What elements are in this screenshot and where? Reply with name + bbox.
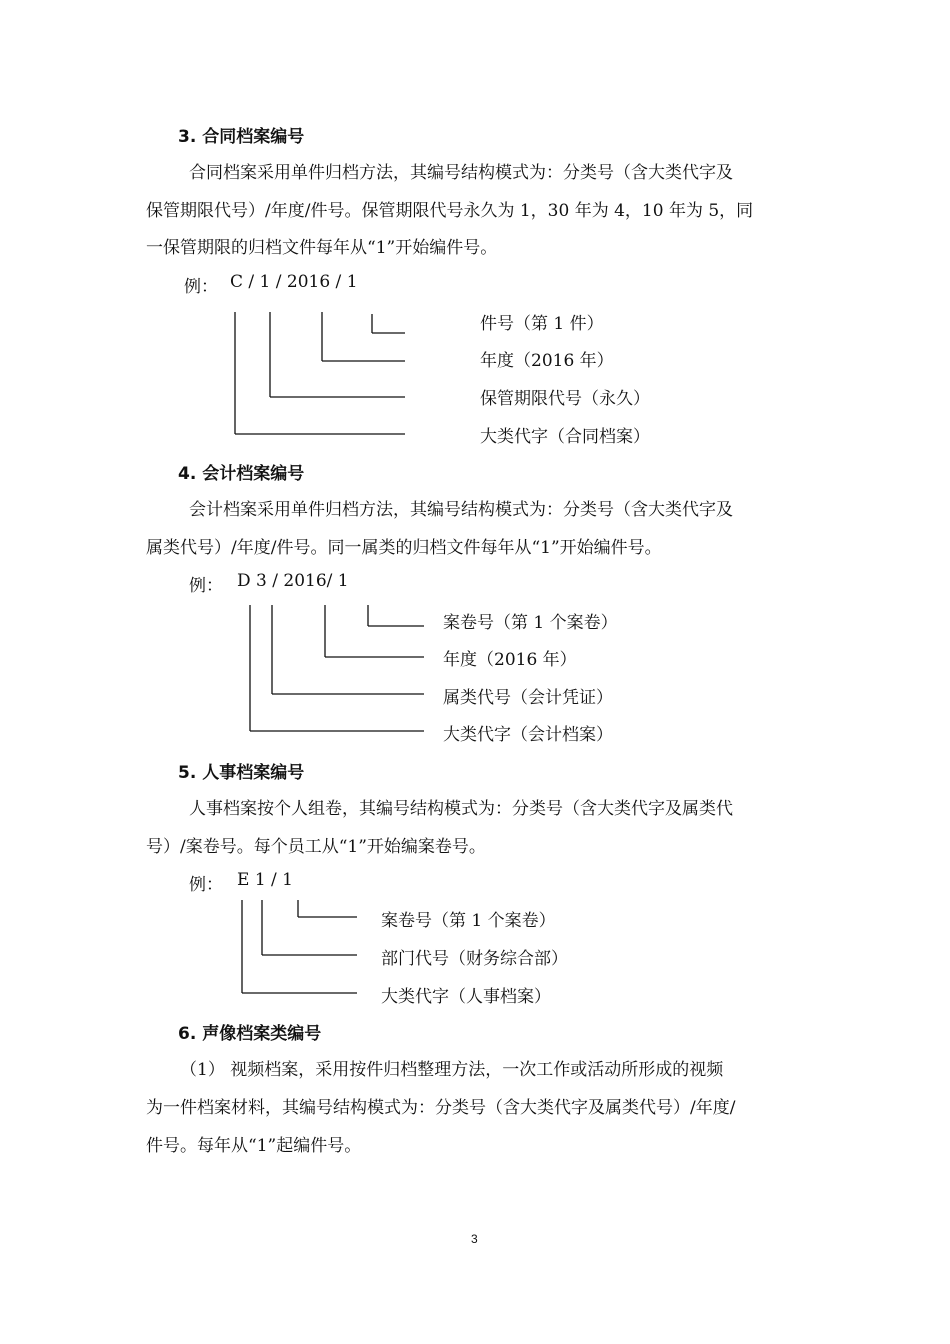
section-5-para-line-1: 人事档案按个人组卷，其编号结构模式为：分类号（含大类代字及属类代 [189, 799, 733, 819]
section-3-example-code: C / 1 / 2016 / 1 [230, 272, 358, 292]
section-5-para-line-2: 号）/案卷号。每个员工从“1”开始编案卷号。 [146, 837, 486, 857]
section-4-heading: 4. 会计档案编号 [178, 464, 305, 484]
section-4-label-subcategory-code: 属类代号（会计凭证） [443, 688, 613, 708]
section-4-example-code: D 3 / 2016/ 1 [237, 571, 349, 591]
section-3-label-category-code: 大类代字（合同档案） [480, 427, 650, 447]
section-6-para-line-2: 为一件档案材料，其编号结构模式为：分类号（含大类代字及属类代号）/年度/ [146, 1098, 736, 1118]
section-6-heading: 6. 声像档案类编号 [178, 1024, 322, 1044]
section-4-para-line-1: 会计档案采用单件归档方法，其编号结构模式为：分类号（含大类代字及 [189, 500, 733, 520]
section-5-heading: 5. 人事档案编号 [178, 763, 305, 783]
section-5-label-category-code: 大类代字（人事档案） [381, 987, 551, 1007]
section-5-label-department-code: 部门代号（财务综合部） [381, 949, 568, 969]
section-4-example-label: 例： [189, 576, 223, 596]
section-3-bracket-diagram [235, 312, 405, 434]
section-4-label-volume-number: 案卷号（第 1 个案卷） [443, 613, 618, 633]
section-4-label-category-code: 大类代字（会计档案） [443, 725, 613, 745]
section-4-para-line-2: 属类代号）/年度/件号。同一属类的归档文件每年从“1”开始编件号。 [146, 538, 662, 558]
section-3-para-line-1: 合同档案采用单件归档方法，其编号结构模式为：分类号（含大类代字及 [189, 163, 733, 183]
section-5-example-label: 例： [189, 875, 223, 895]
page-number: 3 [471, 1232, 478, 1246]
section-3-para-line-3: 一保管期限的归档文件每年从“1”开始编件号。 [146, 238, 498, 258]
section-4-label-year: 年度（2016 年） [443, 650, 577, 670]
section-3-example-label: 例： [184, 277, 218, 297]
section-6-para-line-3: 件号。每年从“1”起编件号。 [146, 1136, 362, 1156]
section-3-heading: 3. 合同档案编号 [178, 127, 305, 147]
section-6-para-line-1: （1） 视频档案，采用按件归档整理方法，一次工作或活动所形成的视频 [180, 1060, 724, 1080]
section-3-label-item-number: 件号（第 1 件） [480, 314, 604, 334]
section-3-label-retention-code: 保管期限代号（永久） [480, 389, 650, 409]
section-4-bracket-diagram [250, 605, 424, 731]
section-3-para-line-2: 保管期限代号）/年度/件号。保管期限代号永久为 1，30 年为 4，10 年为 5，同 [146, 201, 754, 221]
section-5-bracket-diagram [242, 900, 357, 993]
section-5-label-volume-number: 案卷号（第 1 个案卷） [381, 911, 556, 931]
section-5-example-code: E 1 / 1 [237, 870, 293, 890]
section-3-label-year: 年度（2016 年） [480, 351, 614, 371]
